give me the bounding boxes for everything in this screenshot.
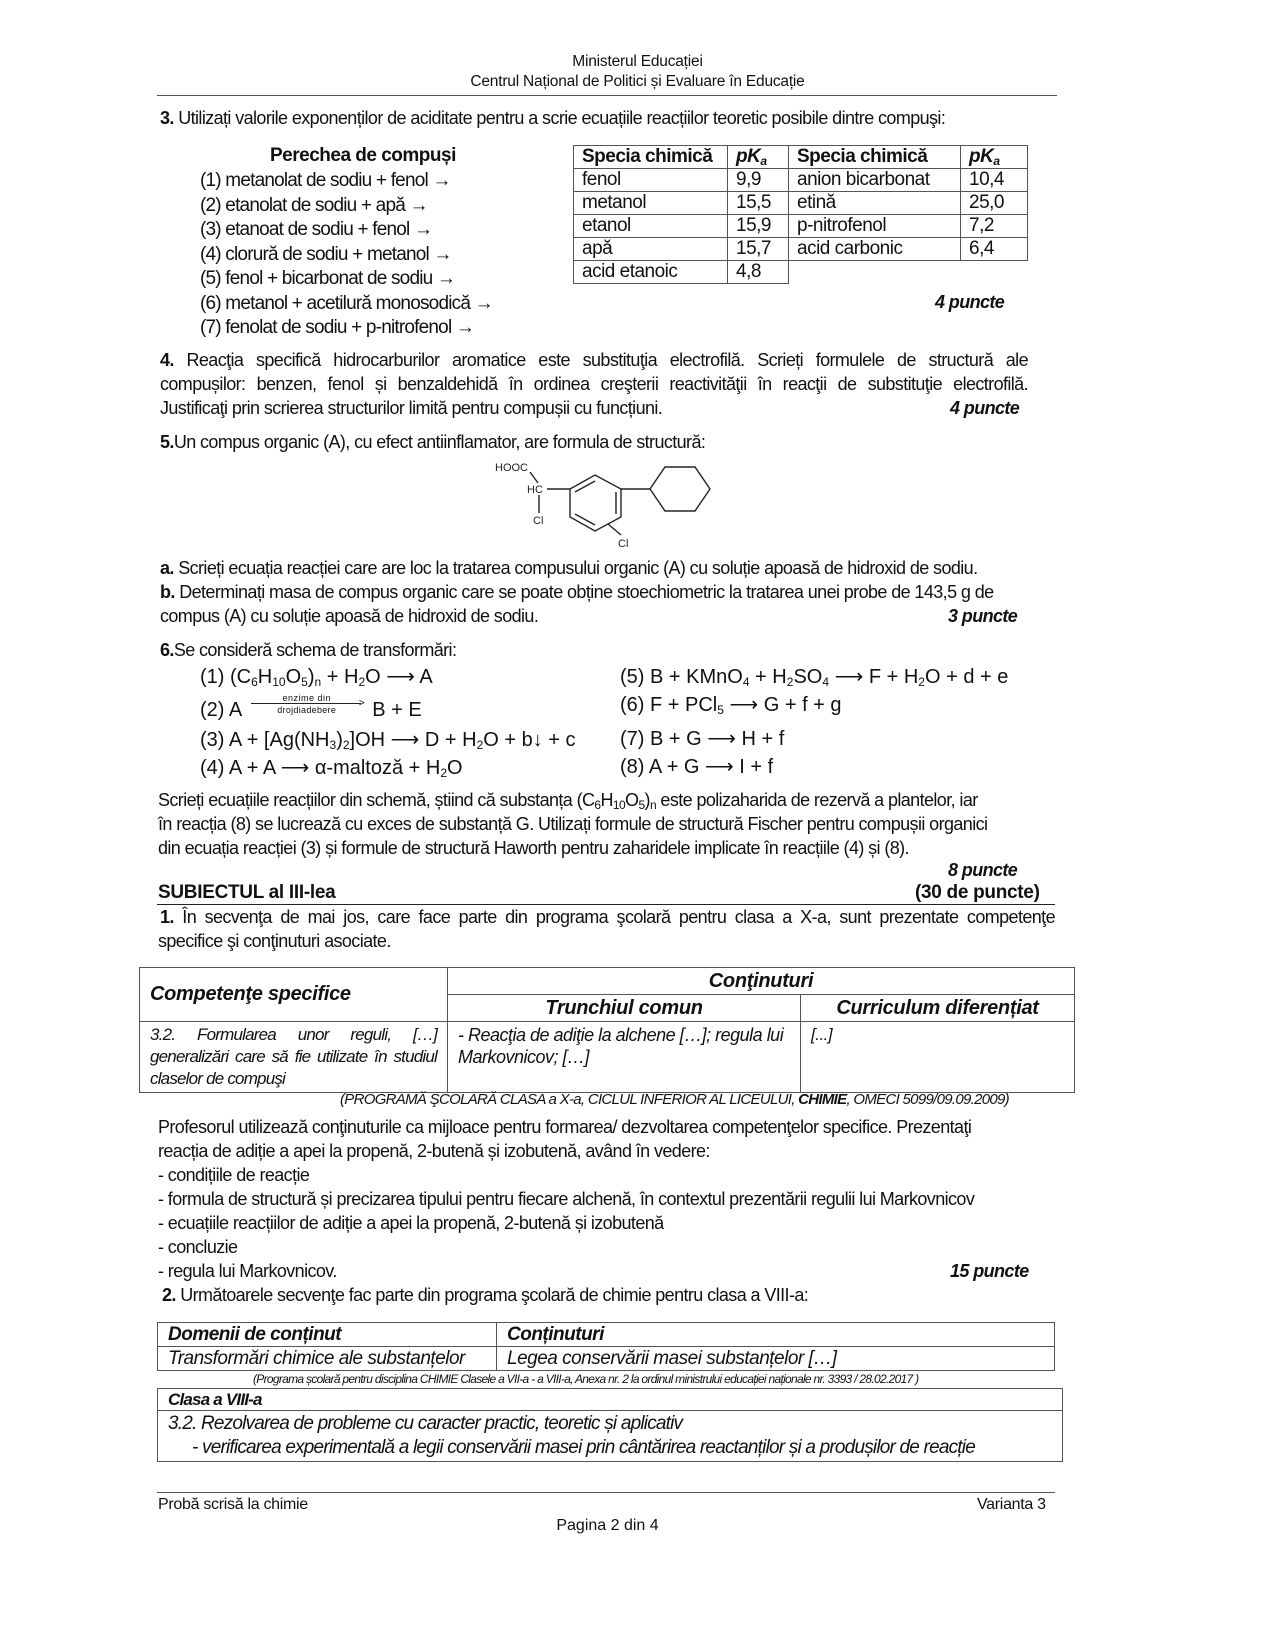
svg-text:Cl: Cl (618, 538, 629, 550)
q5b-line2: compus (A) cu soluție apoasă de hidroxid de sodiu. (160, 606, 539, 626)
subject-3-underline (157, 904, 1055, 905)
pair-item: (7) fenolat de sodiu + p-nitrofenol → (200, 317, 475, 338)
s3q1-para2: reacția de adiție a apei la propenă, 2-butenă și izobutenă, având în vedere: (158, 1141, 710, 1161)
reaction-6: (6) F + PCl$_5$ ⟶ G + f + g (620, 694, 842, 717)
q6-text-line3: din ecuația reacției (3) și formule de structură Haworth pentru zaharidele implicate în reacțiile (4) și (8). (158, 838, 909, 858)
s3q1-line1: 1. În secvenţa de mai jos, care face parte din programa şcolară pentru clasa a X-a, sunt prezentate competenţe (160, 907, 1055, 927)
domains-header: Domenii de conținut (158, 1323, 497, 1347)
bullet-item: - concluzie (158, 1237, 238, 1257)
reaction-2: (2) A enzime din > drojdiadebere B + E (200, 692, 422, 721)
page-number: Pagina 2 din 4 (556, 1517, 659, 1534)
reaction-1: (1) $(C_6H_{10}O_5)_n + H_2O$ ⟶ A (200, 666, 433, 689)
svg-text:HOOC: HOOC (495, 462, 528, 474)
reaction-8: (8) A + G ⟶ I + f (620, 756, 774, 778)
header-center: Centrul Național de Politici și Evaluare în Educație (470, 73, 805, 90)
q5-prompt: 5.Un compus organic (A), cu efect antiinflamator, are formula de structură: (160, 432, 706, 452)
subject-3-points: (30 de puncte) (915, 882, 1040, 903)
contents-header: Conținuturi (497, 1323, 1055, 1347)
structure-formula-icon (485, 455, 725, 555)
table-row: Transformări chimice ale substanțelor Legea conservării masei substanțelor […] (158, 1347, 1055, 1371)
q6-points: 8 puncte (948, 860, 1018, 880)
q4-points: 4 puncte (950, 398, 1020, 418)
reaction-5: (5) B + KMnO$_4$ + $H_2SO_4$ ⟶ $F + H_2O + d + e$ (620, 666, 1009, 689)
subject-3-title: SUBIECTUL al III-lea (158, 882, 336, 903)
s3q1-points: 15 puncte (950, 1261, 1029, 1281)
s3q1-para1: Profesorul utilizează conţinuturile ca mijloace pentru formarea/ dezvoltarea competenţelor specifice. Prezentaţi (158, 1117, 972, 1137)
bullet-item: - formula de structură și precizarea tipului pentru fiecare alchenă, în contextul prezentării regulii lui Markovnicov (158, 1189, 975, 1209)
q3-number: 3. (160, 108, 174, 128)
reaction-arrow: enzime din > drojdiadebere (247, 701, 367, 721)
bullet-item: - regula lui Markovnicov. (158, 1261, 337, 1281)
program-source: (PROGRAMĂ ŞCOLARĂ CLASA a X-a, CICLUL INFERIOR AL LICEULUI, CHIMIE, OMECI 5099/09.09.2009) (340, 1091, 1009, 1108)
pair-item: (2) etanolat de sodiu + apă → (200, 194, 428, 216)
s3q1-line2: specifice şi conţinuturi asociate. (158, 931, 391, 951)
common-core-header: Trunchiul comun (448, 995, 801, 1022)
pair-item: (3) etanoat de sodiu + fenol → (200, 219, 433, 240)
table-row: fenol 9,9 anion bicarbonat 10,4 (574, 169, 1028, 192)
pka-header-pka: $pK_a$ (961, 146, 1028, 169)
bullet-item: - ecuațiile reacțiilor de adiție a apei la propenă, 2-butenă și izobutenă (158, 1213, 664, 1233)
pka-header-species: Specia chimică (789, 146, 961, 169)
footer-divider (157, 1492, 1055, 1493)
q4-line2: compușilor: benzen, fenol și benzaldehidă în ordinea creşterii reactivităţii în reacţii de substituţie electrofilă. (160, 374, 1028, 394)
pair-item: (6) metanol + acetilură monosodică → (200, 292, 493, 314)
table-row: acid etanoic 4,8 (574, 261, 1028, 284)
header-ministry: Ministerul Educației (572, 53, 703, 70)
reaction-4: (4) A + A ⟶ α-maltoză + $H_2O$ (200, 757, 463, 780)
program-source-8: (Programa școlară pentru disciplina CHIMIE Clasele a VII-a - a VIII-a, Anexa nr. 2 la ordinul ministrului educației naționale nr. 3393 / 28.02.2017 ) (253, 1372, 919, 1386)
table-row: metanol 15,5 etină 25,0 (574, 192, 1028, 215)
table-row: apă 15,7 acid carbonic 6,4 (574, 238, 1028, 261)
pairs-list (200, 169, 493, 341)
bullet-item: - condițiile de reacție (158, 1165, 310, 1185)
pka-header-species: Specia chimică (574, 146, 728, 169)
q6-prompt: 6.Se consideră schema de transformări: (160, 640, 457, 660)
content-domains-table (157, 1322, 1055, 1371)
q6-text-line1: Scrieți ecuațiile reacțiilor din schemă, știind că substanța $(C_6H_{10}O_5)_n$ este polizaharida de rezervă a plantelor, iar (158, 790, 978, 812)
table-row: etanol 15,9 p-nitrofenol 7,2 (574, 215, 1028, 238)
contents-header: Conţinuturi (448, 968, 1075, 995)
header-divider (157, 95, 1057, 96)
q3-prompt: 3. Utilizați valorile exponenților de aciditate pentru a scrie ecuațiile reacțiilor teoretic posibile dintre compuşi: (160, 108, 946, 128)
footer-right: Varianta 3 (977, 1496, 1046, 1513)
q5a: a. Scrieți ecuația reacției care are loc la tratarea compusului organic (A) cu soluție apoasă de hidroxid de sodiu. (160, 558, 978, 578)
competences-header: Competenţe specifice (140, 968, 448, 1022)
q4-line1: 4. Reacţia specifică hidrocarburilor aromatice este substituţia electrofilă. Scrieți formulele de structură ale (160, 350, 1028, 370)
q6-text-line2: în reacția (8) se lucrează cu exces de substanță G. Utilizați formule de structură Fischer pentru compușii organici (158, 814, 988, 834)
differentiated-header: Curriculum diferențiat (801, 995, 1075, 1022)
q3-points: 4 puncte (935, 292, 1005, 312)
pair-item: (5) fenol + bicarbonat de sodiu → (200, 268, 456, 289)
pairs-heading: Perechea de compuși (270, 145, 456, 166)
q5-points: 3 puncte (948, 606, 1018, 626)
q5b-line1: b. Determinați masa de compus organic care se poate obține stoechiometric la tratarea unei probe de 143,5 g de (160, 582, 994, 602)
competences-table (139, 967, 1075, 1093)
grade8-table (157, 1388, 1063, 1462)
reaction-3: (3) $A + [Ag(NH_3)_2]OH$ ⟶ $D + H_2O$ + b↓ + c (200, 729, 576, 752)
pka-header-pka: $pK_a$ (728, 146, 789, 169)
svg-text:HC: HC (527, 484, 543, 496)
table-row: 3.2. Formularea unor reguli, […] generalizări care să fie utilizate în studiul claselor de compuşi - Reacţia de adiţie la alchene […]; regula lui Markovnicov; […] [...] (140, 1022, 1075, 1093)
reaction-7: (7) B + G ⟶ H + f (620, 728, 785, 750)
pka-table (573, 145, 1028, 284)
table-row: 3.2. Rezolvarea de probleme cu caracter practic, teoretic și aplicativ - verificarea experimentală a legii conservării masei prin cântărirea reactanților și a produșilor de reacție (158, 1411, 1063, 1462)
svg-text:Cl: Cl (533, 515, 544, 527)
footer-left: Probă scrisă la chimie (158, 1496, 308, 1513)
molecule-structure (485, 455, 725, 560)
pair-item: (1) metanolat de sodiu + fenol → (200, 170, 451, 191)
pair-item: (4) clorură de sodiu + metanol → (200, 243, 452, 265)
q4-line3: Justificaţi prin scrierea structurilor limită pentru compușii cu funcțiuni. (160, 398, 663, 418)
s3q2-prompt: 2. Următoarele secvenţe fac parte din programa şcolară de chimie pentru clasa a VIII-a: (162, 1285, 809, 1305)
grade-header: Clasa a VIII-a (158, 1389, 1063, 1411)
